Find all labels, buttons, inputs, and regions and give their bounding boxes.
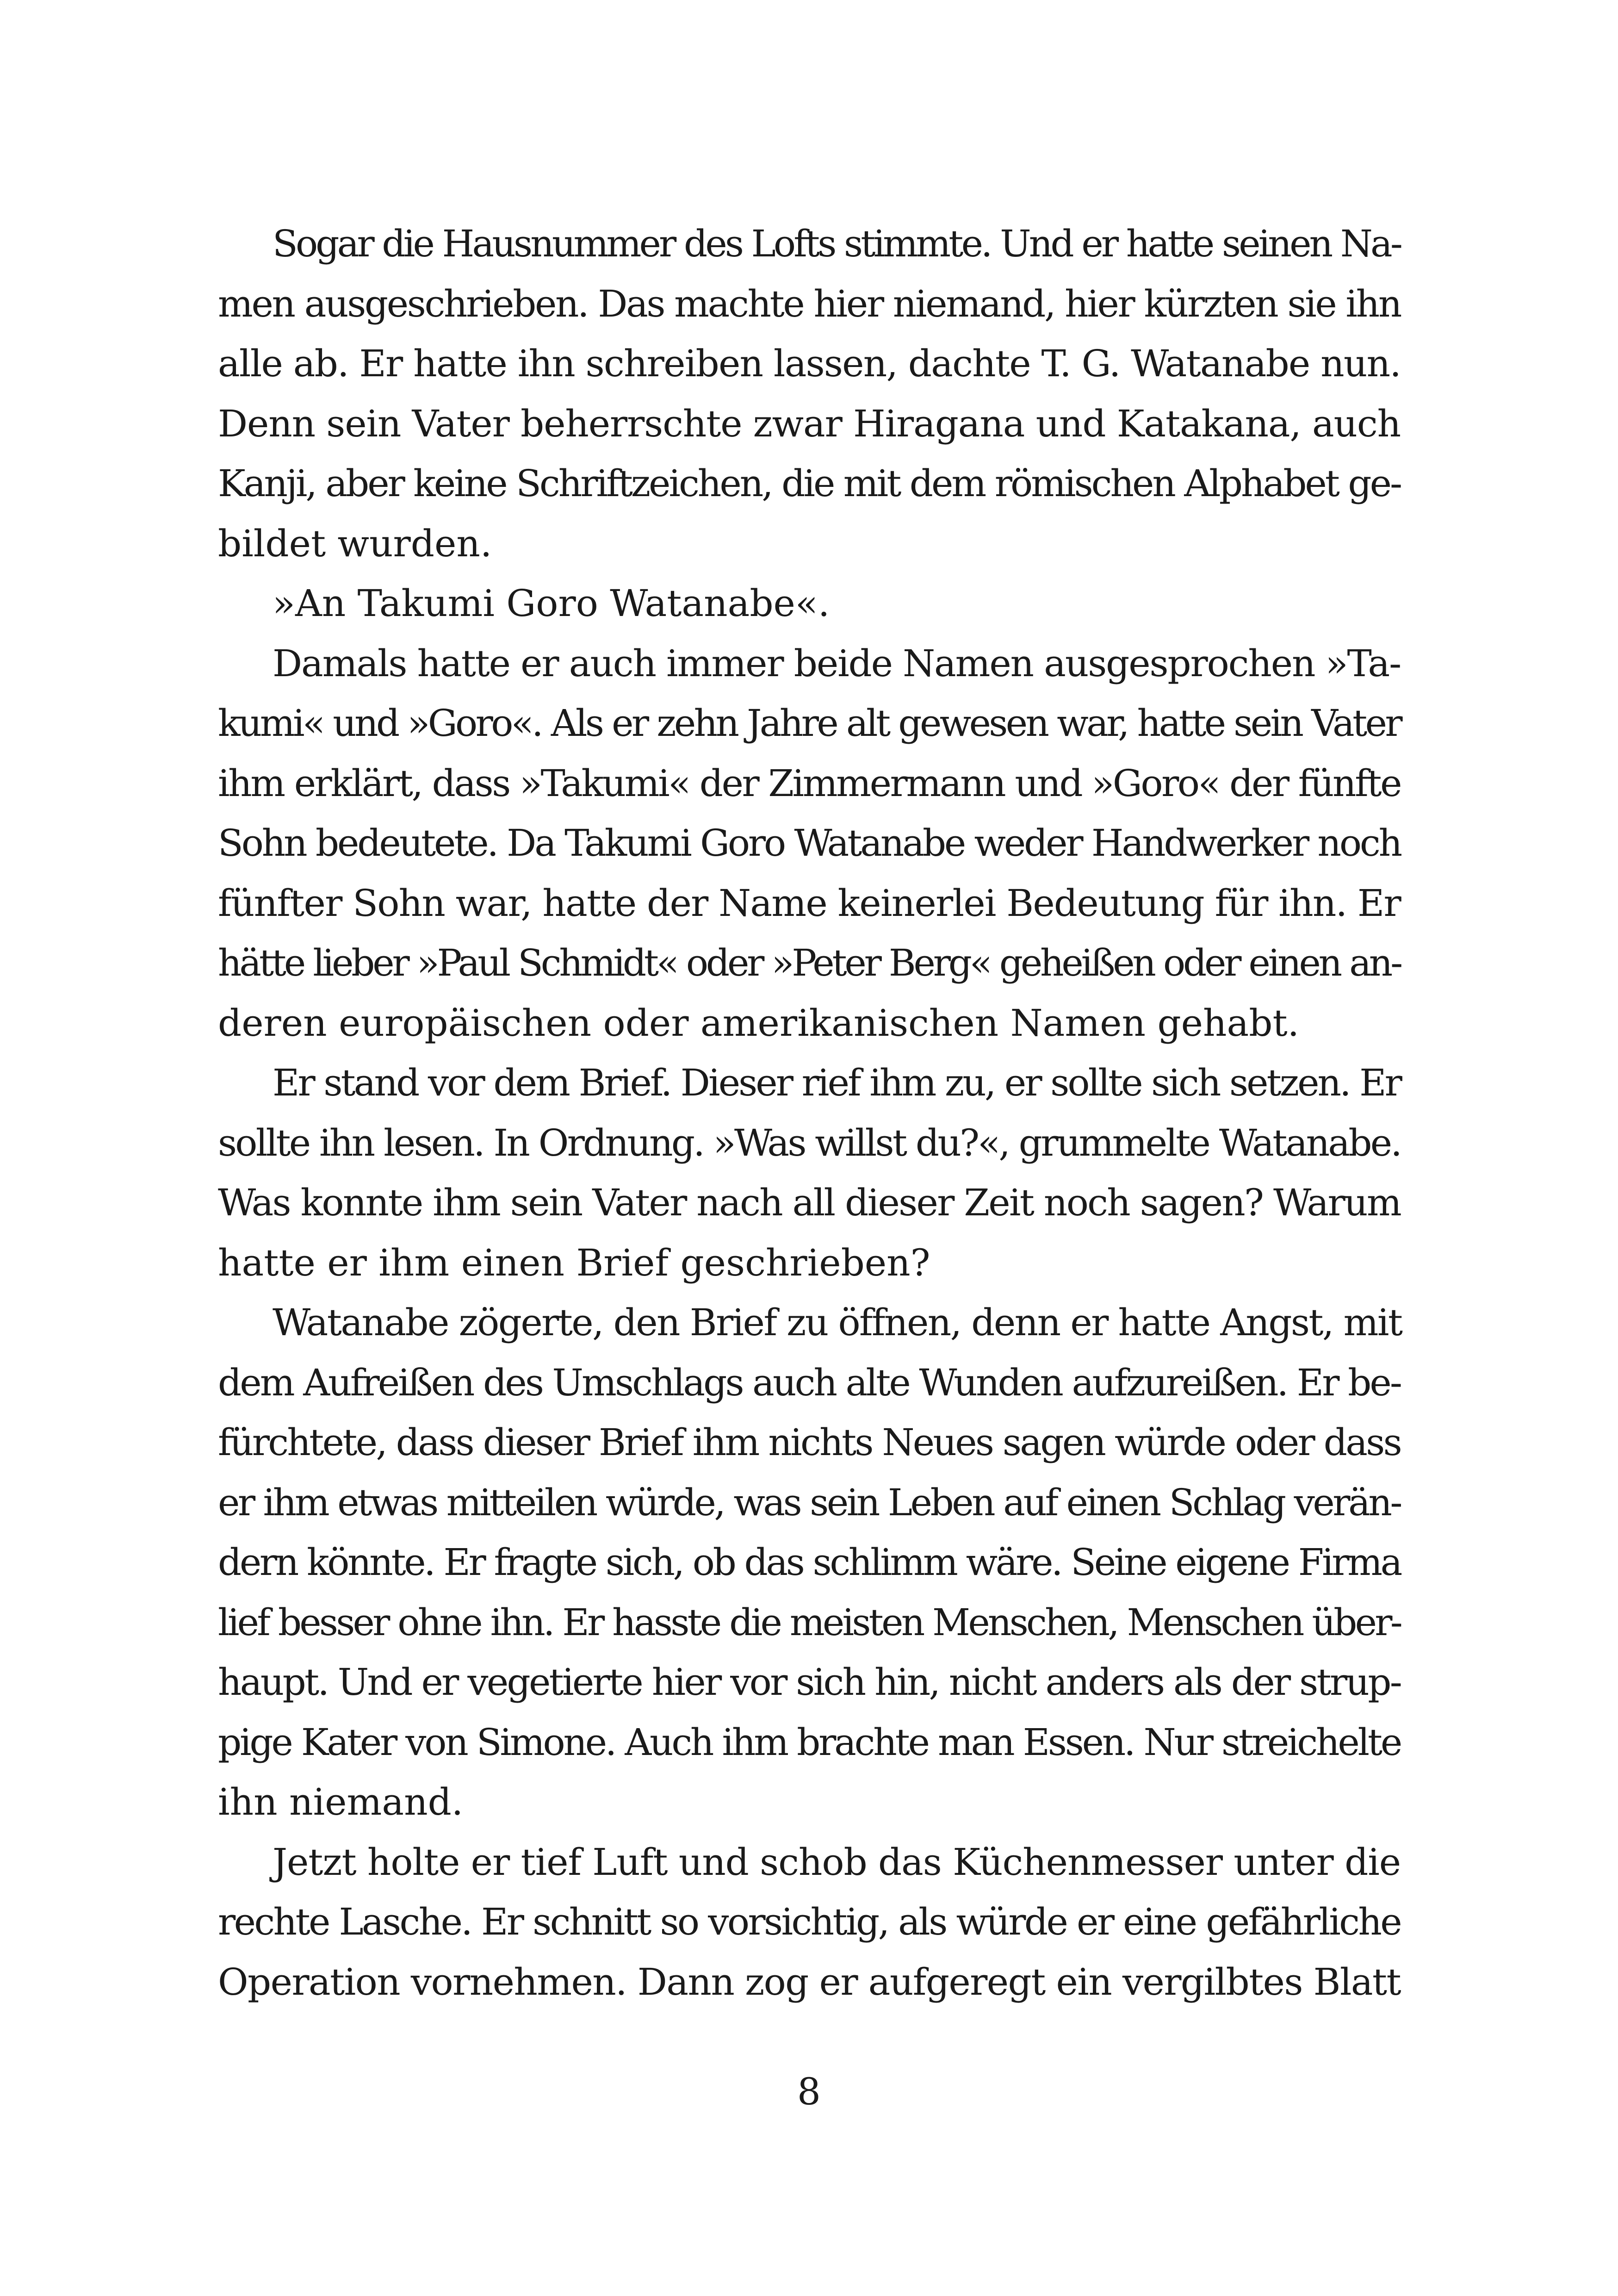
text-line: pige Kater von Simone. Auch ihm brachte man Essen. Nur streichelte — [218, 1720, 1401, 1764]
text-line: »An Takumi Goro Watanabe«. — [273, 582, 830, 625]
text-line: ihn niemand. — [218, 1780, 464, 1823]
text-line: ihm erklärt, dass »Takumi« der Zimmermann und »Goro« der fünfte — [218, 761, 1401, 805]
text-line: lief besser ohne ihn. Er hasste die meisten Menschen, Menschen über- — [218, 1600, 1401, 1644]
paragraph — [218, 214, 1401, 573]
body-text — [218, 214, 1401, 2012]
text-line: sollte ihn lesen. In Ordnung. »Was willst du?«, grummelte Watanabe. — [218, 1121, 1401, 1164]
paragraph — [218, 573, 1401, 634]
text-line: Denn sein Vater beherrschte zwar Hiragana und Katakana, auch — [218, 402, 1401, 445]
text-line: alle ab. Er hatte ihn schreiben lassen, dachte T. G. Watanabe nun. — [218, 342, 1401, 385]
text-line: fürchtete, dass dieser Brief ihm nichts Neues sagen würde oder dass — [218, 1421, 1401, 1464]
paragraph — [218, 634, 1401, 1053]
page-number: 8 — [797, 2070, 821, 2113]
paragraph — [218, 1832, 1401, 2012]
paragraph — [218, 1053, 1401, 1293]
text-line: Watanabe zögerte, den Brief zu öffnen, denn er hatte Angst, mit — [273, 1301, 1402, 1344]
text-line: Er stand vor dem Brief. Dieser rief ihm zu, er sollte sich setzen. Er — [273, 1061, 1401, 1104]
text-line: men ausgeschrieben. Das machte hier niemand, hier kürzten sie ihn — [218, 282, 1401, 325]
text-line: Was konnte ihm sein Vater nach all dieser Zeit noch sagen? Warum — [218, 1181, 1401, 1224]
text-line: dern könnte. Er fragte sich, ob das schlimm wäre. Seine eigene Firma — [218, 1541, 1401, 1584]
text-line: rechte Lasche. Er schnitt so vorsichtig, als würde er eine gefährliche — [218, 1900, 1401, 1943]
text-line: bildet wurden. — [218, 522, 492, 565]
text-line: haupt. Und er vegetierte hier vor sich hin, nicht anders als der strup- — [218, 1661, 1401, 1704]
text-line: Damals hatte er auch immer beide Namen ausgesprochen »Ta- — [273, 641, 1401, 685]
text-line: er ihm etwas mitteilen würde, was sein Leben auf einen Schlag verän- — [218, 1481, 1401, 1524]
text-line: kumi« und »Goro«. Als er zehn Jahre alt gewesen war, hatte sein Vater — [218, 702, 1401, 745]
text-line: Sogar die Hausnummer des Lofts stimmte. Und er hatte seinen Na- — [273, 222, 1401, 265]
text-line: Kanji, aber keine Schriftzeichen, die mit dem römischen Alphabet ge- — [218, 462, 1401, 505]
text-line: hätte lieber »Paul Schmidt« oder »Peter Berg« geheißen oder einen an- — [218, 941, 1401, 984]
text-line: dem Aufreißen des Umschlags auch alte Wunden aufzureißen. Er be- — [218, 1361, 1401, 1404]
text-line: Jetzt holte er tief Luft und schob das Küchenmesser unter die — [273, 1840, 1401, 1884]
text-line: Sohn bedeutete. Da Takumi Goro Watanabe weder Handwerker noch — [218, 821, 1401, 865]
text-line: deren europäischen oder amerikanischen Namen gehabt. — [218, 1001, 1300, 1045]
text-line: Operation vornehmen. Dann zog er aufgeregt ein vergilbtes Blatt — [218, 1960, 1401, 2004]
text-line: hatte er ihm einen Brief geschrieben? — [218, 1241, 930, 1284]
paragraph — [218, 1293, 1401, 1832]
text-line: fünfter Sohn war, hatte der Name keinerlei Bedeutung für ihn. Er — [218, 881, 1401, 925]
